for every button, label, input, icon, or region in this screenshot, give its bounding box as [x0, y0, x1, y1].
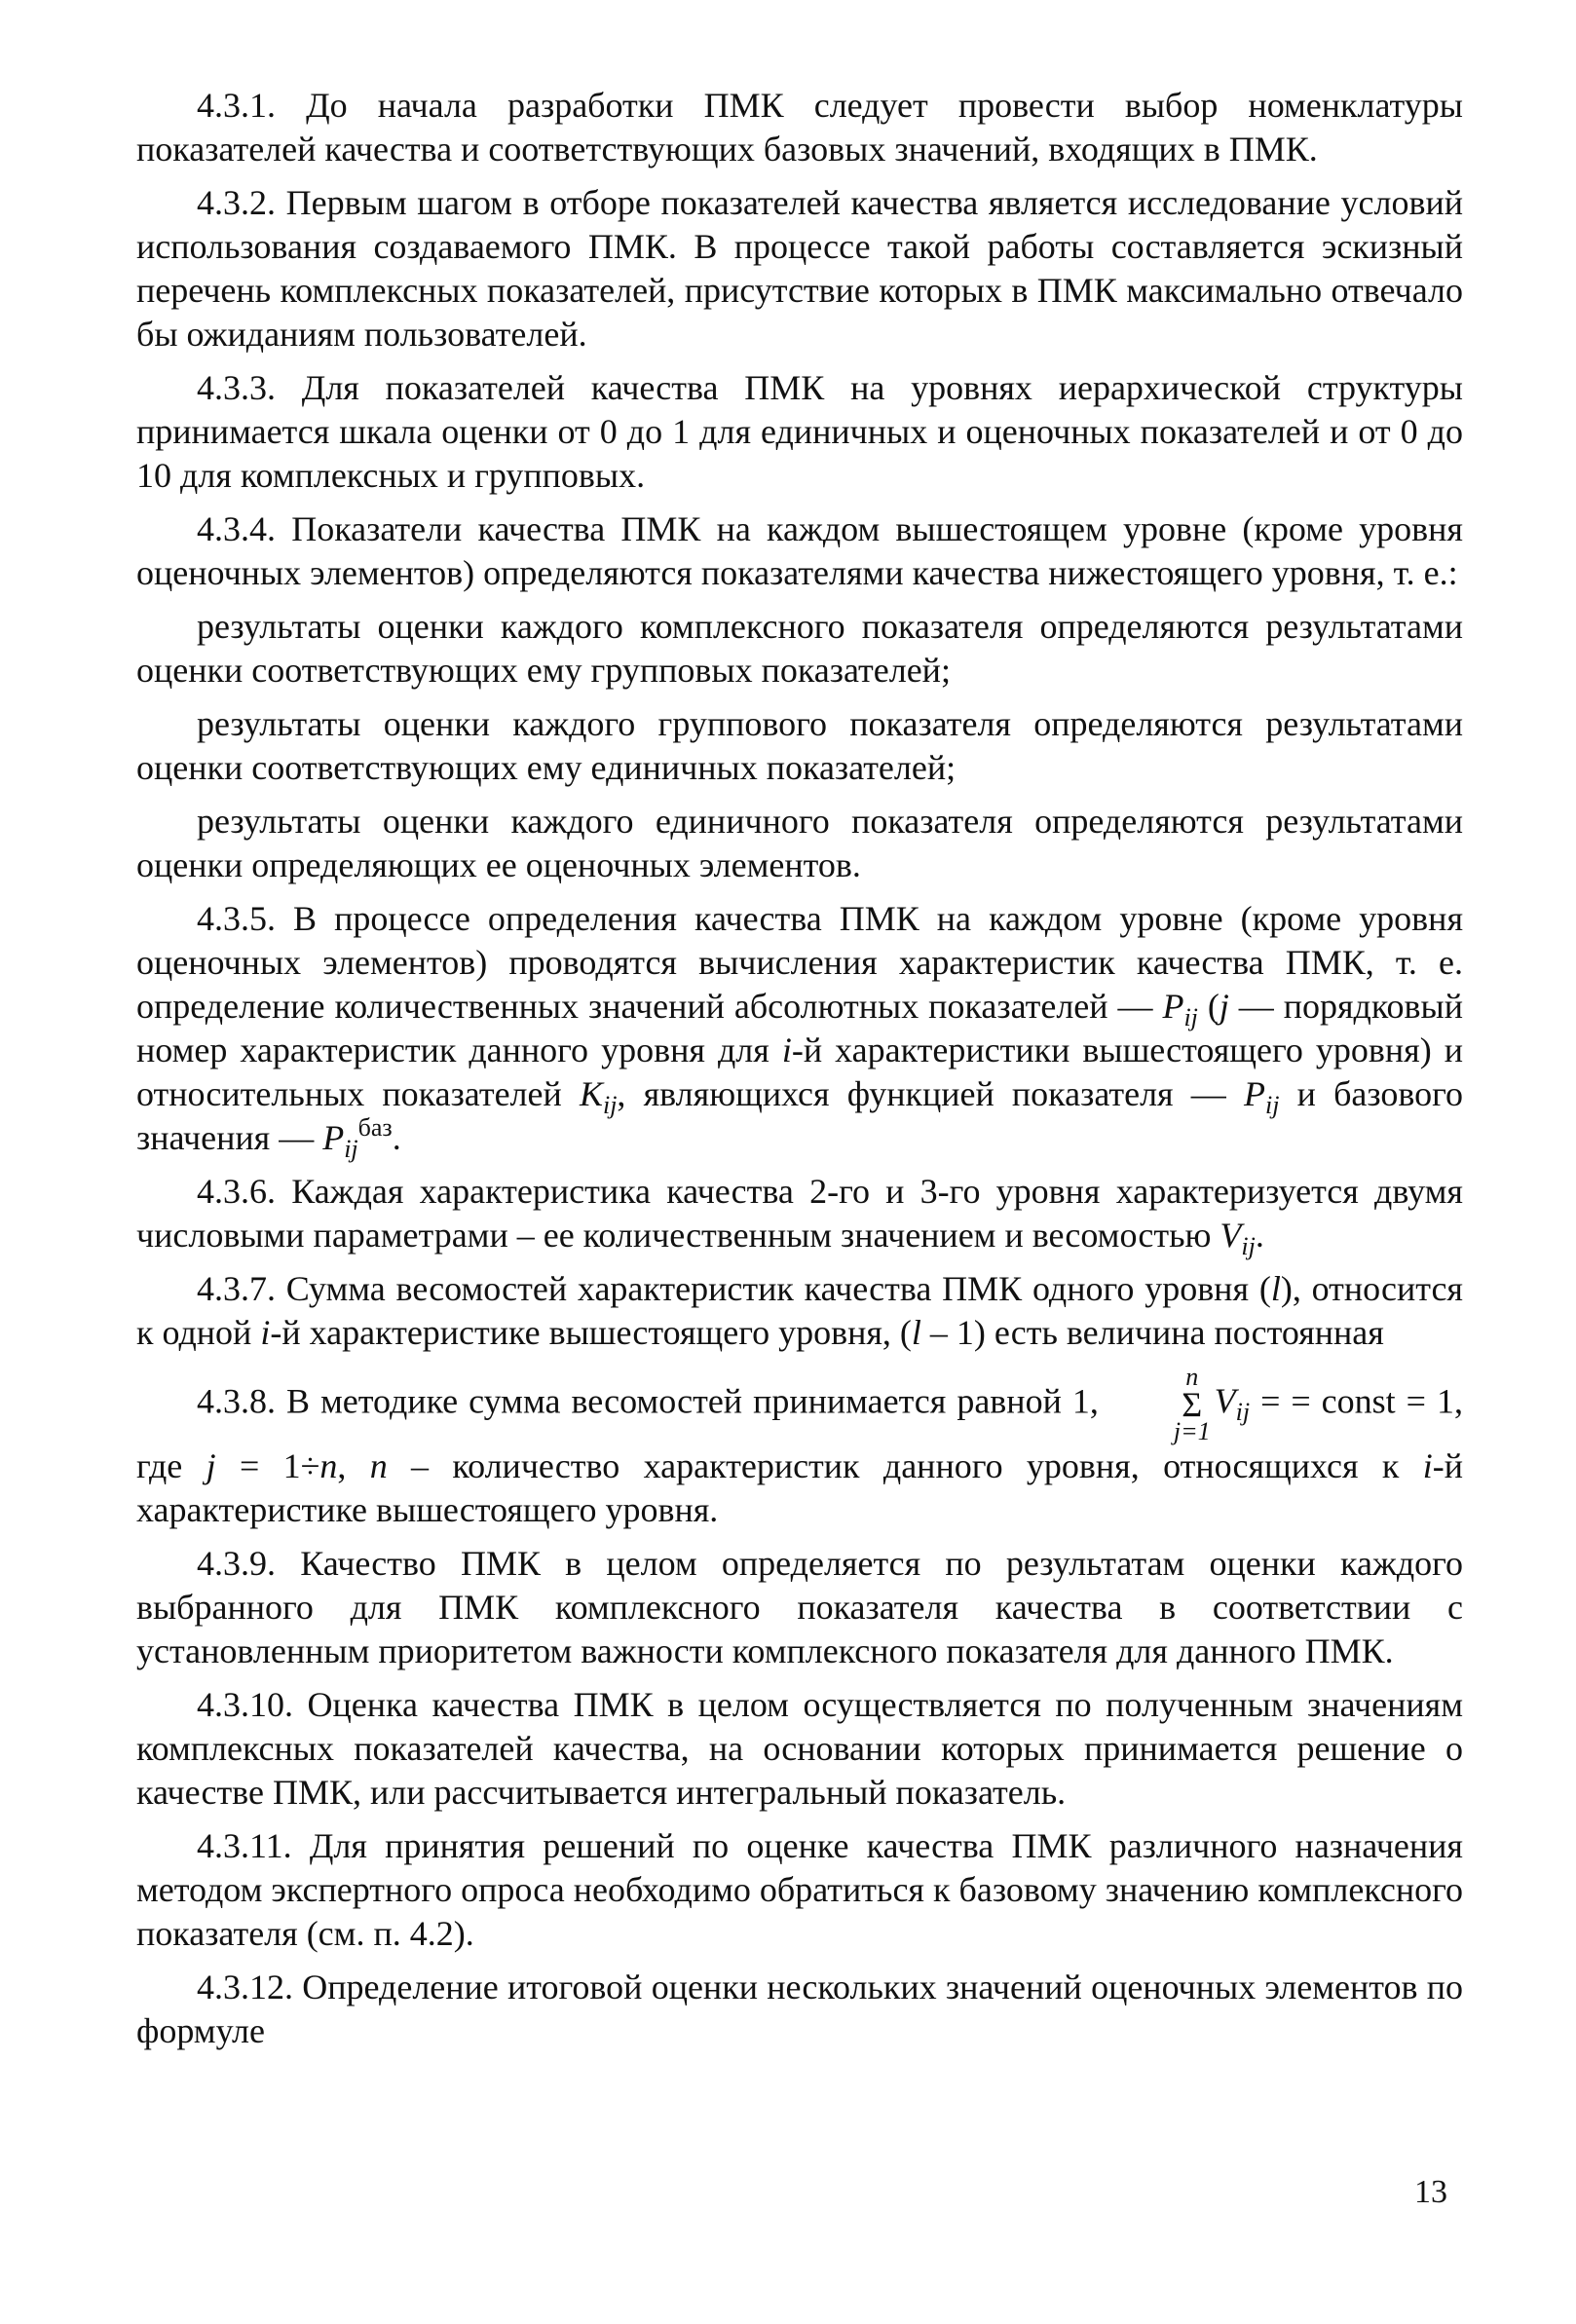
text-segment: , являющихся функцией показателя — — [617, 1074, 1244, 1113]
text-segment: = 1÷ — [215, 1446, 320, 1485]
list-item-single: результаты оценки каждого единичного показателя определяются результатами оценки определяющих ее оценочных элементов. — [136, 802, 1463, 884]
text-segment: 4.3.7. Сумма весомостей характеристик качества ПМК одного уровня ( — [197, 1269, 1271, 1308]
text-segment: и базового значения — — [136, 1074, 1463, 1157]
text-segment: 4.3.8. В методике сумма весомостей принимается равной 1, — [197, 1381, 1109, 1421]
paragraph-4-3-7 — [136, 1267, 1463, 1355]
paragraph-4-3-11: 4.3.11. Для принятия решений по оценке качества ПМК различного назначения методом экспертного опроса необходимо обратиться к базовому значению комплексного показателя (см. п. 4.2). — [136, 1826, 1463, 1953]
formula-i: i — [260, 1313, 271, 1352]
text-segment: — порядковый номер характеристик данного уровня для — [136, 987, 1463, 1069]
formula-n: n — [319, 1446, 338, 1485]
text-segment: – количество характеристик данного уровня, относящихся к — [387, 1446, 1423, 1485]
formula-k-ij: $K_{ij}$ — [579, 1074, 618, 1119]
paragraph-4-3-4: 4.3.4. Показатели качества ПМК на каждом вышестоящем уровне (кроме уровня оценочных элементов) определяются показателями качества нижестоящего уровня, т. е.: — [136, 509, 1463, 592]
text-segment: 4.3.5. В процессе определения качества ПМК на каждом уровне (кроме уровня оценочных элементов) проводятся вычисления характеристик качества ПМК, т. е. определение количественных значений абсолютных показателей — — [136, 899, 1463, 1026]
formula-v-ij: $V_{ij}$ — [1220, 1216, 1256, 1260]
formula-i: i — [1422, 1446, 1433, 1485]
list-item-complex: результаты оценки каждого комплексного показателя определяются результатами оценки соответствующих ему групповых показателей; — [136, 607, 1463, 690]
page-number: 13 — [1414, 2174, 1447, 2210]
formula-v-ij: $V_{ij}$ — [1214, 1381, 1251, 1427]
formula-p-ij-baz: $P_{ij}^{баз}$ — [322, 1113, 393, 1163]
text-segment: -й характеристике вышестоящего уровня. — [136, 1446, 1463, 1529]
formula-p-ij-2: $P_{ij}$ — [1243, 1074, 1280, 1119]
formula-j: j — [1219, 987, 1229, 1026]
sum-operator: n Σ j=1 — [1173, 1363, 1211, 1445]
paragraph-4-3-3: 4.3.3. Для показателей качества ПМК на уровнях иерархической структуры принимается шкала оценки от 0 до 1 для единичных и оценочных показателей и от 0 до 10 для комплексных и групповых. — [136, 368, 1463, 495]
text-segment: , — [337, 1446, 370, 1485]
document-page — [136, 84, 1463, 2063]
text-segment: . — [1255, 1216, 1264, 1255]
list-item-group: результаты оценки каждого группового показателя определяются результатами оценки соответствующих ему единичных показателей; — [136, 704, 1463, 787]
text-segment: -й характеристике вышестоящего уровня, ( — [270, 1313, 912, 1352]
text-segment: = = const = 1, где — [136, 1381, 1463, 1485]
text-segment: ( — [1197, 987, 1220, 1026]
formula-i: i — [781, 1031, 792, 1069]
text-segment: – 1) есть величина постоянная — [920, 1313, 1384, 1352]
paragraph-4-3-2: 4.3.2. Первым шагом в отборе показателей качества является исследование условий использования создаваемого ПМК. В процессе такой работы составляется эскизный перечень комплексных показателей, присутствие которых в ПМК максимально отвечало бы ожиданиям пользователей. — [136, 183, 1463, 354]
paragraph-4-3-5 — [136, 897, 1464, 1163]
paragraph-4-3-10: 4.3.10. Оценка качества ПМК в целом осуществляется по полученным значениям комплексных показателей качества, на основании которых принимается решение о качестве ПМК, или рассчитывается интегральный показатель. — [136, 1685, 1463, 1812]
paragraph-4-3-1: 4.3.1. До начала разработки ПМК следует провести выбор номенклатуры показателей качества и соответствующих базовых значений, входящих в ПМК. — [136, 86, 1463, 169]
text-segment: 4.3.6. Каждая характеристика качества 2-го и 3-го уровня характеризуется двумя числовыми параметрами – ее количественным значением и весомостью — [136, 1172, 1463, 1255]
formula-j: j — [206, 1446, 216, 1485]
formula-p-ij: $P_{ij}$ — [1162, 987, 1198, 1031]
paragraph-4-3-12: 4.3.12. Определение итоговой оценки нескольких значений оценочных элементов по формуле — [136, 1968, 1463, 2050]
text-segment: . — [392, 1118, 401, 1157]
text-segment: ), относится к одной — [136, 1269, 1463, 1352]
paragraph-4-3-6 — [136, 1170, 1463, 1260]
paragraph-4-3-9: 4.3.9. Качество ПМК в целом определяется по результатам оценки каждого выбранного для ПМК комплексного показателя качества в соответствии с установленным приоритетом важности комплексного показателя для данного ПМК. — [136, 1544, 1463, 1670]
formula-l: l — [911, 1313, 921, 1352]
text-segment: -й характеристики вышестоящего уровня) и относительных показателей — [136, 1031, 1464, 1113]
formula-l: l — [1270, 1269, 1281, 1308]
formula-n: n — [369, 1446, 388, 1485]
paragraph-4-3-8 — [136, 1365, 1463, 1532]
